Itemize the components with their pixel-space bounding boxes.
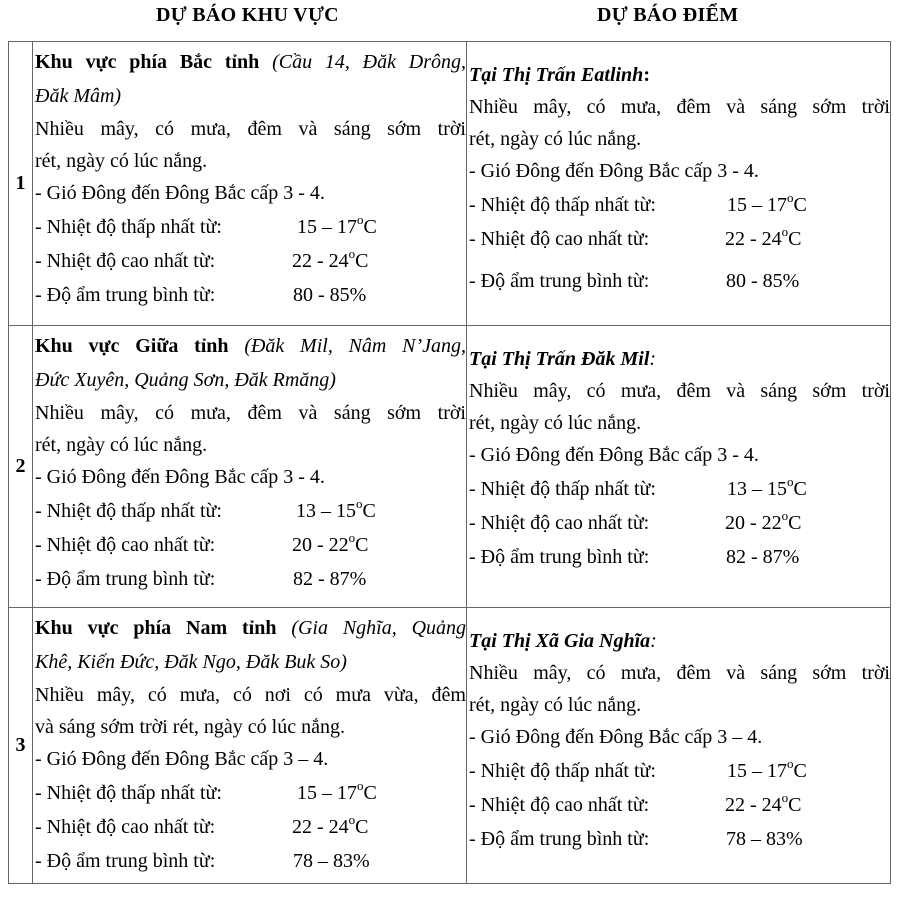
tmax-number: 22 - 24	[292, 816, 349, 838]
tmax-label: - Nhiệt độ cao nhất từ:	[469, 512, 650, 534]
celsius-unit: C	[363, 782, 377, 804]
region-desc-line2: và sáng sớm trời rét, ngày có lúc nắng.	[35, 716, 345, 738]
region-wind: - Gió Đông đến Đông Bắc cấp 3 - 4.	[35, 466, 325, 488]
point-title-colon: :	[649, 348, 657, 370]
tmax-number: 22 - 24	[725, 794, 782, 816]
degree-sign: o	[781, 790, 789, 805]
region-wind: - Gió Đông đến Đông Bắc cấp 3 – 4.	[35, 748, 329, 770]
point-title-colon: :	[650, 630, 657, 652]
tmax-label: - Nhiệt độ cao nhất từ:	[469, 228, 650, 250]
region-areas-line	[35, 648, 466, 678]
tmin-number: 13 – 15	[727, 478, 787, 500]
tmin-value	[727, 754, 807, 788]
point-title-line	[469, 344, 890, 374]
point-desc-line2: rét, ngày có lúc nắng.	[469, 128, 642, 150]
tmax-value	[292, 244, 369, 278]
point-desc-line1: Nhiều mây, có mưa, đêm và sáng sớm trời	[469, 662, 890, 684]
tmin-label: - Nhiệt độ thấp nhất từ:	[35, 782, 222, 804]
celsius-unit: C	[355, 816, 369, 838]
point-humidity	[469, 264, 890, 298]
tmax-value	[292, 810, 369, 844]
region-forecast-cell	[33, 42, 467, 326]
tmin-number: 15 – 17	[297, 216, 357, 238]
region-tmax	[35, 528, 466, 562]
region-areas-line	[35, 366, 466, 396]
tmax-label: - Nhiệt độ cao nhất từ:	[35, 250, 216, 272]
tmax-value	[725, 788, 802, 822]
point-tmax	[469, 506, 890, 540]
degree-sign: o	[781, 508, 789, 523]
point-title: Tại Thị Xã Gia Nghĩa	[469, 630, 651, 652]
point-tmax	[469, 788, 890, 822]
region-areas-line	[35, 82, 466, 112]
region-tmin	[35, 210, 466, 244]
region-areas-cont: Đức Xuyên, Quảng Sơn, Đăk Rmăng)	[35, 369, 336, 391]
table-row	[9, 326, 891, 608]
humidity-label: - Độ ẩm trung bình từ:	[469, 546, 650, 568]
humidity-value: 82 - 87%	[293, 568, 367, 590]
celsius-unit: C	[788, 794, 802, 816]
degree-sign: o	[356, 496, 363, 511]
celsius-unit: C	[788, 512, 802, 534]
point-desc-line2: rét, ngày có lúc nắng.	[469, 412, 642, 434]
header-point-forecast: DỰ BÁO ĐIỂM	[597, 4, 739, 26]
region-title: Khu vực phía Bắc tỉnh	[35, 51, 260, 73]
region-areas: (Gia Nghĩa, Quảng	[291, 617, 467, 639]
tmin-value	[297, 210, 377, 244]
region-title: Khu vực phía Nam tỉnh	[35, 617, 277, 639]
table-row	[9, 608, 891, 884]
tmax-number: 22 - 24	[292, 250, 349, 272]
celsius-unit: C	[362, 500, 376, 522]
humidity-label: - Độ ẩm trung bình từ:	[469, 270, 650, 292]
table-row	[9, 42, 891, 326]
tmin-value	[297, 776, 377, 810]
region-title: Khu vực Giữa tỉnh	[35, 335, 229, 357]
degree-sign: o	[348, 246, 356, 261]
tmin-number: 15 – 17	[727, 760, 787, 782]
point-humidity	[469, 822, 890, 856]
tmin-label: - Nhiệt độ thấp nhất từ:	[469, 760, 656, 782]
humidity-value: 82 - 87%	[726, 546, 800, 568]
humidity-value: 80 - 85%	[293, 284, 367, 306]
point-desc-line1: Nhiều mây, có mưa, đêm và sáng sớm trời	[469, 96, 890, 118]
degree-sign: o	[348, 812, 356, 827]
tmax-number: 20 - 22	[725, 512, 782, 534]
region-tmax	[35, 244, 466, 278]
region-areas: (Cầu 14, Đăk Drông,	[272, 51, 467, 73]
tmax-number: 20 - 22	[292, 534, 349, 556]
point-title: Tại Thị Trấn Eatlinh	[469, 64, 644, 86]
point-title: Tại Thị Trấn Đăk Mil	[469, 348, 650, 370]
region-tmin	[35, 776, 466, 810]
tmax-value	[725, 506, 802, 540]
region-humidity	[35, 562, 466, 596]
point-wind: - Gió Đông đến Đông Bắc cấp 3 – 4.	[469, 726, 763, 748]
region-tmax	[35, 810, 466, 844]
tmax-label: - Nhiệt độ cao nhất từ:	[469, 794, 650, 816]
tmin-value	[727, 188, 807, 222]
region-desc-line1: Nhiều mây, có mưa, đêm và sáng sớm trời	[35, 402, 466, 424]
degree-sign: o	[787, 756, 794, 771]
degree-sign: o	[787, 190, 794, 205]
humidity-value: 80 - 85%	[726, 270, 800, 292]
tmin-label: - Nhiệt độ thấp nhất từ:	[35, 500, 222, 522]
tmin-number: 13 – 15	[296, 500, 356, 522]
degree-sign: o	[357, 778, 364, 793]
tmin-label: - Nhiệt độ thấp nhất từ:	[469, 194, 656, 216]
tmax-label: - Nhiệt độ cao nhất từ:	[35, 534, 216, 556]
tmax-label: - Nhiệt độ cao nhất từ:	[35, 816, 216, 838]
celsius-unit: C	[363, 216, 377, 238]
humidity-label: - Độ ẩm trung bình từ:	[35, 568, 216, 590]
celsius-unit: C	[788, 228, 802, 250]
tmin-number: 15 – 17	[297, 782, 357, 804]
region-title-line	[35, 332, 466, 366]
humidity-value: 78 – 83%	[293, 850, 370, 872]
header-region-forecast: DỰ BÁO KHU VỰC	[156, 4, 339, 26]
tmax-number: 22 - 24	[725, 228, 782, 250]
degree-sign: o	[348, 530, 356, 545]
point-tmax	[469, 222, 890, 256]
tmin-label: - Nhiệt độ thấp nhất từ:	[469, 478, 656, 500]
region-title-line	[35, 614, 466, 648]
degree-sign: o	[357, 212, 364, 227]
region-wind: - Gió Đông đến Đông Bắc cấp 3 - 4.	[35, 182, 325, 204]
humidity-value: 78 – 83%	[726, 828, 803, 850]
row-number: 3	[9, 608, 33, 884]
celsius-unit: C	[793, 478, 807, 500]
region-title-line	[35, 48, 466, 82]
humidity-label: - Độ ẩm trung bình từ:	[35, 850, 216, 872]
region-forecast-cell	[33, 608, 467, 884]
point-title-line	[469, 626, 890, 656]
table-headers	[0, 0, 900, 40]
celsius-unit: C	[793, 194, 807, 216]
point-tmin	[469, 472, 890, 506]
point-title-colon: :	[643, 64, 650, 86]
point-humidity	[469, 540, 890, 574]
forecast-table	[8, 41, 891, 884]
point-wind: - Gió Đông đến Đông Bắc cấp 3 - 4.	[469, 160, 759, 182]
point-tmin	[469, 188, 890, 222]
point-tmin	[469, 754, 890, 788]
point-forecast-cell	[467, 326, 891, 608]
humidity-label: - Độ ẩm trung bình từ:	[469, 828, 650, 850]
celsius-unit: C	[355, 534, 369, 556]
tmax-value	[725, 222, 802, 256]
point-forecast-cell	[467, 42, 891, 326]
region-areas-cont: Khê, Kiến Đức, Đăk Ngo, Đăk Buk So)	[35, 651, 347, 673]
row-number: 1	[9, 42, 33, 326]
region-humidity	[35, 844, 466, 878]
region-areas-cont: Đăk Mâm)	[35, 85, 122, 107]
row-number: 2	[9, 326, 33, 608]
tmin-label: - Nhiệt độ thấp nhất từ:	[35, 216, 222, 238]
humidity-label: - Độ ẩm trung bình từ:	[35, 284, 216, 306]
region-desc-line2: rét, ngày có lúc nắng.	[35, 150, 208, 172]
tmax-value	[292, 528, 369, 562]
point-title-line	[469, 60, 890, 90]
region-desc-line1: Nhiều mây, có mưa, đêm và sáng sớm trời	[35, 118, 466, 140]
tmin-value	[296, 494, 376, 528]
celsius-unit: C	[793, 760, 807, 782]
tmin-number: 15 – 17	[727, 194, 787, 216]
point-desc-line1: Nhiều mây, có mưa, đêm và sáng sớm trời	[469, 380, 890, 402]
degree-sign: o	[781, 224, 789, 239]
point-wind: - Gió Đông đến Đông Bắc cấp 3 - 4.	[469, 444, 759, 466]
region-tmin	[35, 494, 466, 528]
point-forecast-cell	[467, 608, 891, 884]
region-desc-line2: rét, ngày có lúc nắng.	[35, 434, 208, 456]
region-areas: (Đăk Mil, Nâm N’Jang,	[244, 335, 467, 357]
tmin-value	[727, 472, 807, 506]
point-desc-line2: rét, ngày có lúc nắng.	[469, 694, 642, 716]
degree-sign: o	[787, 474, 794, 489]
region-humidity	[35, 278, 466, 312]
region-desc-line1: Nhiều mây, có mưa, có nơi có mưa vừa, đêm	[35, 684, 466, 706]
region-forecast-cell	[33, 326, 467, 608]
celsius-unit: C	[355, 250, 369, 272]
